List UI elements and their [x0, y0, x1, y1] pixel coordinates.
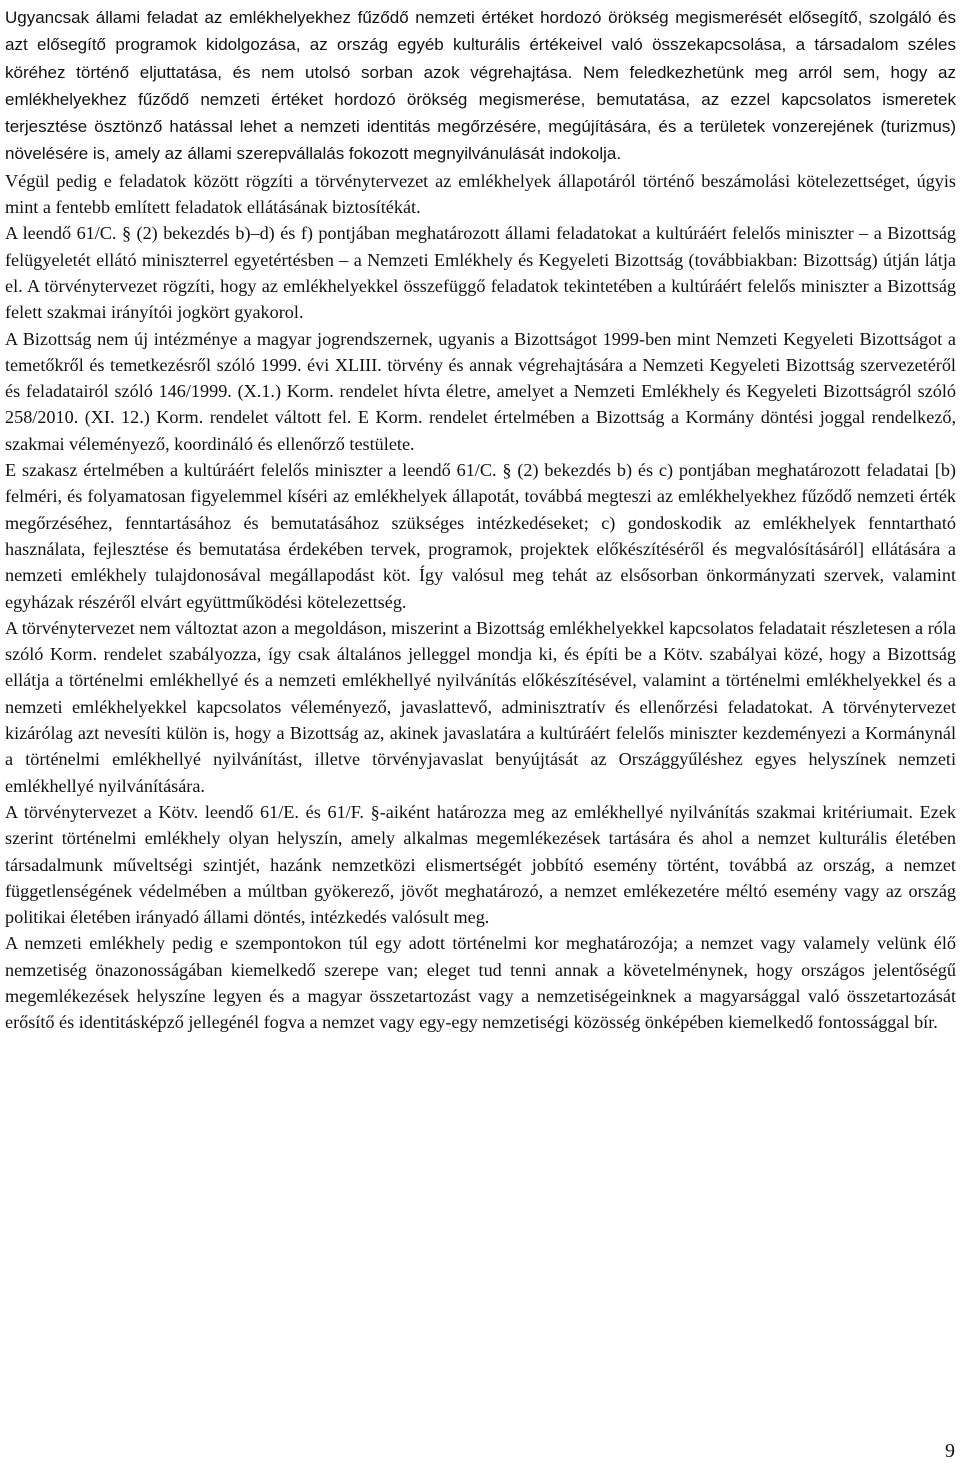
paragraph-text: Végül pedig e feladatok között rögzíti a törvénytervezet az emlékhelyek állapotáról történő beszámolási kötelezettséget, úgyis mint a fentebb említett feladatok ellátásának biztosítékát. — [5, 170, 956, 218]
paragraph-2 — [5, 168, 956, 221]
paragraph-4 — [5, 326, 956, 457]
paragraph-text: A törvénytervezet nem változtat azon a megoldáson, miszerint a Bizottság emlékhelyekkel kapcsolatos feladatait részletesen a róla szóló Korm. rendelet szabályozza, így csak általános jelleggel mondja ki, és építi be a Kötv. szabályai közé, hogy a Bizottság ellátja a történelmi emlékhellyé és a nemzeti emlékhellyé nyilvánítás előkészítésével, valamint a történelmi emlékhelyekkel és a nemzeti emlékhelyekkel kapcsolatos véleményező, javaslattevő, adminisztratív és ellenőrzési feladatokat. A törvénytervezet kizárólag azt nevesíti külön is, hogy a Bizottság az, akinek javaslatára a kultúráért felelős miniszter kezdeményezi a Kormánynál a történelmi emlékhellyé nyilvánítást, illetve törvényjavaslat benyújtását az Országgyűléshez egyes helyszínek nemzeti emlékhellyé nyilvánítására. — [5, 617, 956, 796]
paragraph-text: A törvénytervezet a Kötv. leendő 61/E. és 61/F. §-aiként határozza meg az emlékhellyé nyilvánítás szakmai kritériumait. Ezek szerint történelmi emlékhely olyan helyszín, amely alkalmas megemlékezések tartására és ahol a nemzet kulturális életében társadalmunk műveltségi szintjét, hazánk nemzetközi elismertségét jobbító esemény történt, továbbá az ország, a nemzet függetlenségének védelmében a múltban gyökerező, jövőt meghatározó, a nemzet emlékezetére méltó esemény vagy az ország politikai életében irányadó állami döntés, intézkedés valósult meg. — [5, 801, 956, 928]
paragraph-5 — [5, 457, 956, 615]
paragraph-6 — [5, 615, 956, 799]
paragraph-text: A nemzeti emlékhely pedig e szempontokon túl egy adott történelmi kor meghatározója; a nemzet vagy valamely velünk élő nemzetiség önazonosságában kiemelkedő szerepe van; eleget tud tenni annak a követelménynek, hogy országos jelentőségű megemlékezések helyszíne legyen és a magyar összetartozást vagy a nemzetiségeinknek a magyarsággal való összetartozását erősítő és identitásképző jellegénél fogva a nemzet vagy egy-egy nemzetiségi közösség önképében kiemelkedő fontossággal bír. — [5, 933, 956, 1033]
page-number: 9 — [945, 1440, 955, 1462]
paragraph-1 — [5, 4, 956, 168]
paragraph-3 — [5, 220, 956, 325]
paragraph-text: Ugyancsak állami feladat az emlékhelyekhez fűződő nemzeti értéket hordozó örökség megismerését elősegítő, szolgáló és azt elősegítő programok kidolgozása, az ország egyéb kulturális értékeivel való összekapcsolása, a társadalom széles köréhez történő eljuttatása, és nem utolsó sorban azok végrehajtása. Nem feledkezhetünk meg arról sem, hogy az emlékhelyekhez fűződő nemzeti értéket hordozó örökség megismerése, bemutatása, az ezzel kapcsolatos ismeretek terjesztése ösztönző hatással lehet a nemzeti identitás megőrzésére, megújítására, és a területek vonzerejének (turizmus) növelésére is, amely az állami szerepvállalás fokozott megnyilvánulását indokolja. — [5, 8, 956, 164]
paragraph-text: A Bizottság nem új intézménye a magyar jogrendszernek, ugyanis a Bizottságot 1999-ben mint Nemzeti Kegyeleti Bizottságot a temetőkről és temetkezésről szóló 1999. évi XLIII. törvény és annak végrehajtására a Nemzeti Kegyeleti Bizottság szervezetéről és feladatairól szóló 146/1999. (X.1.) Korm. rendelet hívta életre, amelyet a Nemzeti Emlékhely és Kegyeleti Bizottságról szóló 258/2010. (XI. 12.) Korm. rendelet váltott fel. E Korm. rendelet értelmében a Bizottság a Kormány döntési joggal rendelkező, szakmai véleményező, koordináló és ellenőrző testülete. — [5, 328, 956, 454]
paragraph-8 — [5, 930, 956, 1035]
document-page — [5, 4, 956, 1036]
paragraph-text: E szakasz értelmében a kultúráért felelős miniszter a leendő 61/C. § (2) bekezdés b) és c) pontjában meghatározott feladatai [b) felméri, és folyamatosan figyelemmel kíséri az emlékhelyek állapotát, továbbá megteszi az emlékhelyekhez fűződő nemzeti érték megőrzéséhez, fenntartásához és bemutatásához szükséges intézkedéseket; c) gondoskodik az emlékhelyek fenntartható használata, fejlesztése és bemutatása érdekében tervek, programok, projektek előkészítéséről és megvalósításáról] ellátására a nemzeti emlékhely tulajdonosával megállapodást köt. Így valósul meg tehát az elsősorban önkormányzati szervek, valamint egyházak részéről elvárt együttműködési kötelezettség. — [5, 460, 956, 612]
paragraph-7 — [5, 799, 956, 930]
paragraph-text: A leendő 61/C. § (2) bekezdés b)–d) és f) pontjában meghatározott állami feladatokat a kultúráért felelős miniszter – a Bizottság felügyeletét ellátó miniszterrel egyetértésben – a Nemzeti Emlékhely és Kegyeleti Bizottság (továbbiakban: Bizottság) útján látja el. A törvénytervezet rögzíti, hogy az emlékhelyekkel összefüggő feladatok tekintetében a kultúráért felelős miniszter a Bizottság felett szakmai irányítói jogkört gyakorol. — [5, 223, 956, 323]
